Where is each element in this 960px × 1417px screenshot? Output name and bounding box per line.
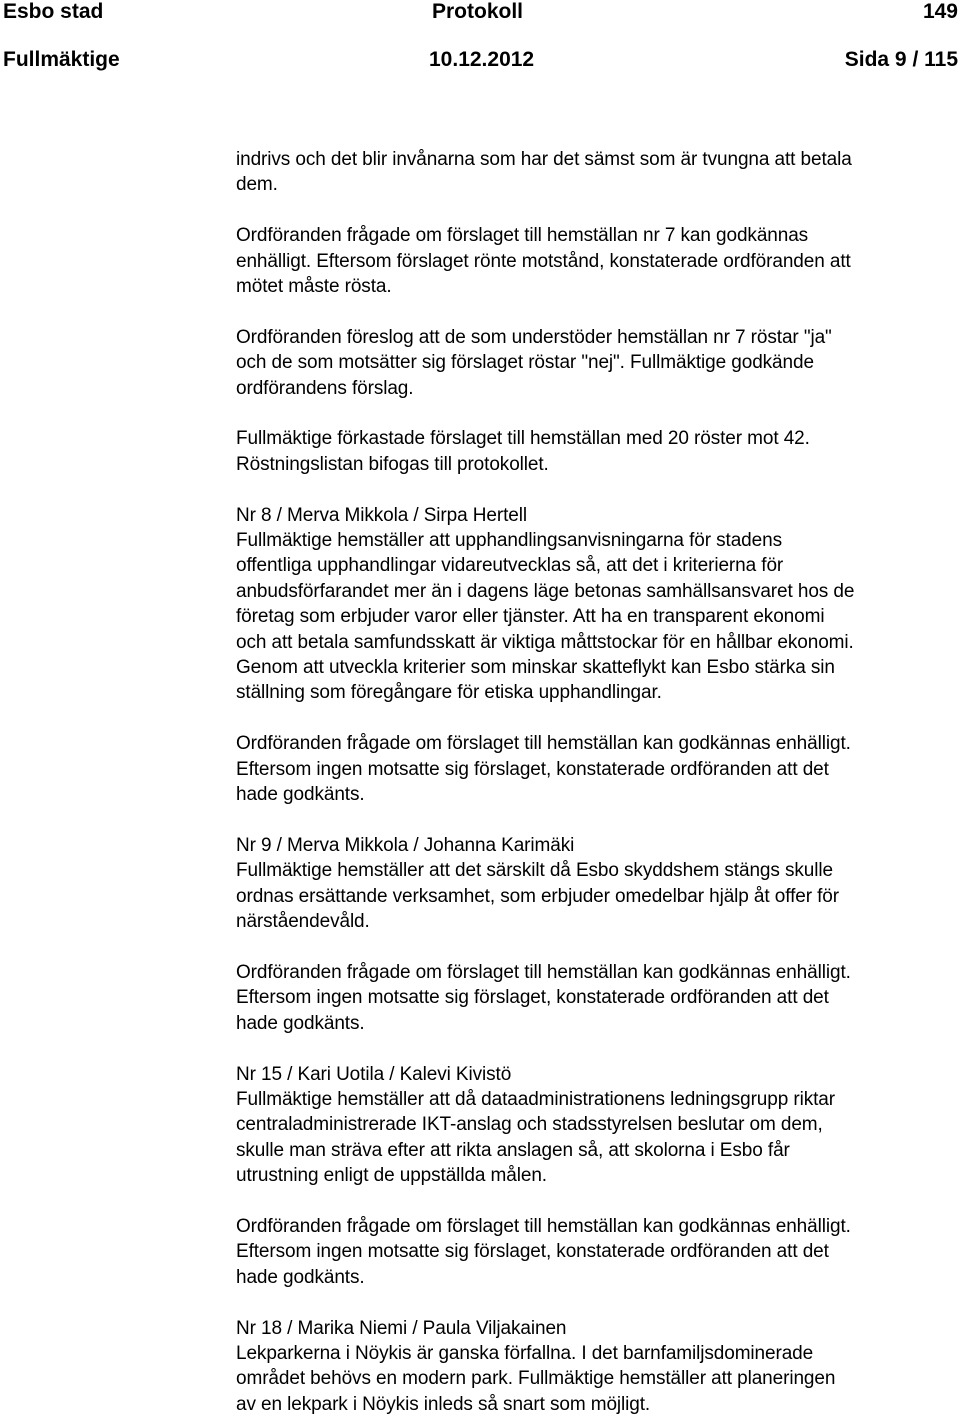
text-line: och att betala samfundsskatt är viktiga måttstockar för en hållbar ekonomi.	[236, 631, 854, 653]
motion-heading: Nr 9 / Merva Mikkola / Johanna Karimäki	[236, 834, 575, 856]
text-line: enhälligt. Eftersom förslaget rönte motstånd, konstaterade ordföranden att	[236, 250, 851, 272]
paragraph	[236, 1062, 960, 1189]
text-line: Ordföranden föreslog att de som understöder hemställan nr 7 röstar "ja"	[236, 326, 832, 348]
paragraph	[236, 833, 960, 935]
text-line: Eftersom ingen motsatte sig förslaget, konstaterade ordföranden att det	[236, 758, 829, 780]
text-line: offentliga upphandlingar vidareutvecklas så, att det i kriterierna för	[236, 555, 784, 577]
text-line: hade godkänts.	[236, 784, 365, 806]
motion-heading: Nr 18 / Marika Niemi / Paula Viljakainen	[236, 1317, 567, 1339]
text-line: dem.	[236, 174, 278, 196]
text-line: och de som motsätter sig förslaget röstar "nej". Fullmäktige godkände	[236, 352, 814, 374]
text-line: Eftersom ingen motsatte sig förslaget, konstaterade ordföranden att det	[236, 1241, 829, 1263]
text-line: ställning som föregångare för etiska upphandlingar.	[236, 682, 662, 704]
text-line: Röstningslistan bifogas till protokollet.	[236, 453, 549, 475]
paragraph	[236, 1316, 960, 1417]
paragraph	[236, 731, 960, 807]
paragraph	[236, 503, 960, 706]
paragraph	[236, 223, 960, 299]
text-line: indrivs och det blir invånarna som har det sämst som är tvungna att betala	[236, 149, 852, 170]
text-line: mötet måste rösta.	[236, 276, 392, 298]
text-line: Fullmäktige förkastade förslaget till hemställan med 20 röster mot 42.	[236, 428, 810, 450]
document-type: Protokoll	[432, 0, 524, 23]
text-line: av en lekpark i Nöykis inleds så snart som möjligt.	[236, 1393, 651, 1415]
paragraph	[236, 325, 960, 401]
text-line: hade godkänts.	[236, 1012, 365, 1034]
text-line: Genom att utveckla kriterier som minskar skatteflykt kan Esbo stärka sin	[236, 657, 835, 679]
paragraph	[236, 426, 960, 477]
organization-name: Esbo stad	[3, 0, 104, 23]
text-line: området behövs en modern park. Fullmäktige hemställer att planeringen	[236, 1368, 836, 1390]
text-line: skulle man sträva efter att rikta anslagen så, att skolorna i Esbo får	[236, 1139, 790, 1161]
text-line: Fullmäktige hemställer att då dataadministrationens ledningsgrupp riktar	[236, 1088, 836, 1110]
text-line: ordnas ersättande verksamhet, som erbjuder omedelbar hjälp åt offer för	[236, 885, 839, 907]
text-line: Fullmäktige hemställer att upphandlingsanvisningarna för stadens	[236, 530, 782, 552]
meeting-date: 10.12.2012	[429, 48, 535, 71]
text-line: Ordföranden frågade om förslaget till hemställan kan godkännas enhälligt.	[236, 961, 851, 983]
page-header	[0, 0, 960, 80]
text-line: Ordföranden frågade om förslaget till hemställan kan godkännas enhälligt.	[236, 733, 851, 755]
text-line: Fullmäktige hemställer att det särskilt då Esbo skyddshem stängs skulle	[236, 860, 833, 882]
text-line: Ordföranden frågade om förslaget till hemställan nr 7 kan godkännas	[236, 225, 809, 247]
motion-heading: Nr 8 / Merva Mikkola / Sirpa Hertell	[236, 504, 527, 526]
text-line: företag som erbjuder varor eller tjänster. Att ha en transparent ekonomi	[236, 606, 825, 628]
text-line: centraladministrerade IKT-anslag och stadsstyrelsen beslutar om dem,	[236, 1114, 823, 1136]
text-line: Lekparkerna i Nöykis är ganska förfallna. I det barnfamiljsdominerade	[236, 1342, 814, 1364]
body-name: Fullmäktige	[3, 48, 120, 71]
motion-heading: Nr 15 / Kari Uotila / Kalevi Kivistö	[236, 1063, 512, 1085]
protocol-body	[236, 147, 960, 1417]
text-line: utrustning enligt de uppställda målen.	[236, 1165, 547, 1187]
paragraph	[236, 960, 960, 1036]
text-line: anbudsförfarandet mer än i dagens läge betonas samhällsansvaret hos de	[236, 580, 855, 602]
text-line: närståendevåld.	[236, 911, 370, 933]
text-line: ordförandens förslag.	[236, 377, 414, 399]
text-line: hade godkänts.	[236, 1266, 365, 1288]
page-number: Sida 9 / 115	[844, 48, 958, 71]
text-line: Eftersom ingen motsatte sig förslaget, konstaterade ordföranden att det	[236, 987, 829, 1009]
protocol-number: 149	[922, 0, 958, 23]
text-line: Ordföranden frågade om förslaget till hemställan kan godkännas enhälligt.	[236, 1215, 851, 1237]
paragraph	[236, 1214, 960, 1290]
paragraph	[236, 147, 960, 198]
